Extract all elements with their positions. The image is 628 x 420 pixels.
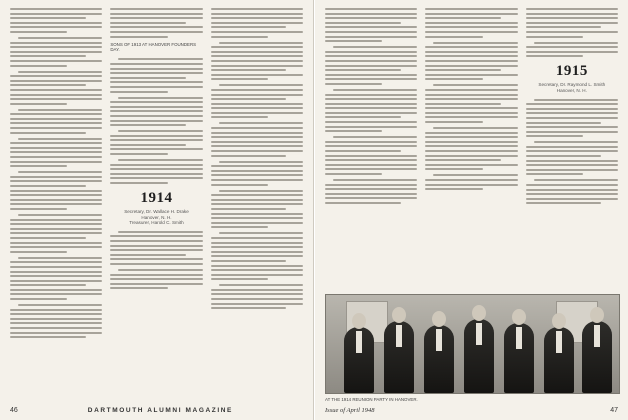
issue-date: Issue of April 1948 — [325, 407, 375, 414]
right-page-column-1 — [325, 8, 417, 288]
class-secretary-block — [110, 209, 202, 226]
page-number: 46 — [10, 407, 18, 414]
page-number: 47 — [610, 407, 618, 414]
secretary-line: Secretary, Dr. Raymond L. Smith — [538, 82, 606, 88]
photo-person — [582, 321, 612, 393]
left-page-column-2 — [110, 8, 202, 400]
right-page-column-2 — [425, 8, 517, 288]
right-page — [314, 0, 628, 420]
reunion-group-photo — [325, 294, 620, 394]
class-heading-1915: 1915 — [555, 63, 588, 80]
photo-caption: AT THE 1914 REUNION PARTY IN HANOVER. — [325, 397, 418, 402]
secretary-line: Treasurer, Harold C. Smith — [129, 220, 184, 226]
right-page-footer — [325, 407, 618, 414]
photo-person — [344, 327, 374, 393]
photo-person — [504, 323, 534, 393]
photo-person — [544, 327, 574, 393]
column-photo-caption: SONS OF 1913 AT HANOVER FOUNDERS DAY. — [110, 41, 197, 52]
secretary-line: Hanover, N. H. — [556, 87, 587, 93]
right-page-column-3 — [526, 8, 618, 288]
publication-title: DARTMOUTH ALUMNI MAGAZINE — [87, 407, 233, 414]
photo-person — [384, 321, 414, 393]
secretary-line: Secretary, Dr. Wallace H. Drake — [124, 209, 189, 215]
secretary-line: Hanover, N. H. — [141, 214, 172, 220]
class-secretary-block — [526, 82, 618, 93]
left-page-column-3 — [211, 8, 303, 400]
photo-person — [424, 325, 454, 393]
left-page-column-1 — [10, 8, 102, 400]
left-page-footer — [10, 407, 303, 414]
class-heading-1914: 1914 — [140, 190, 173, 207]
photo-person — [464, 319, 494, 393]
